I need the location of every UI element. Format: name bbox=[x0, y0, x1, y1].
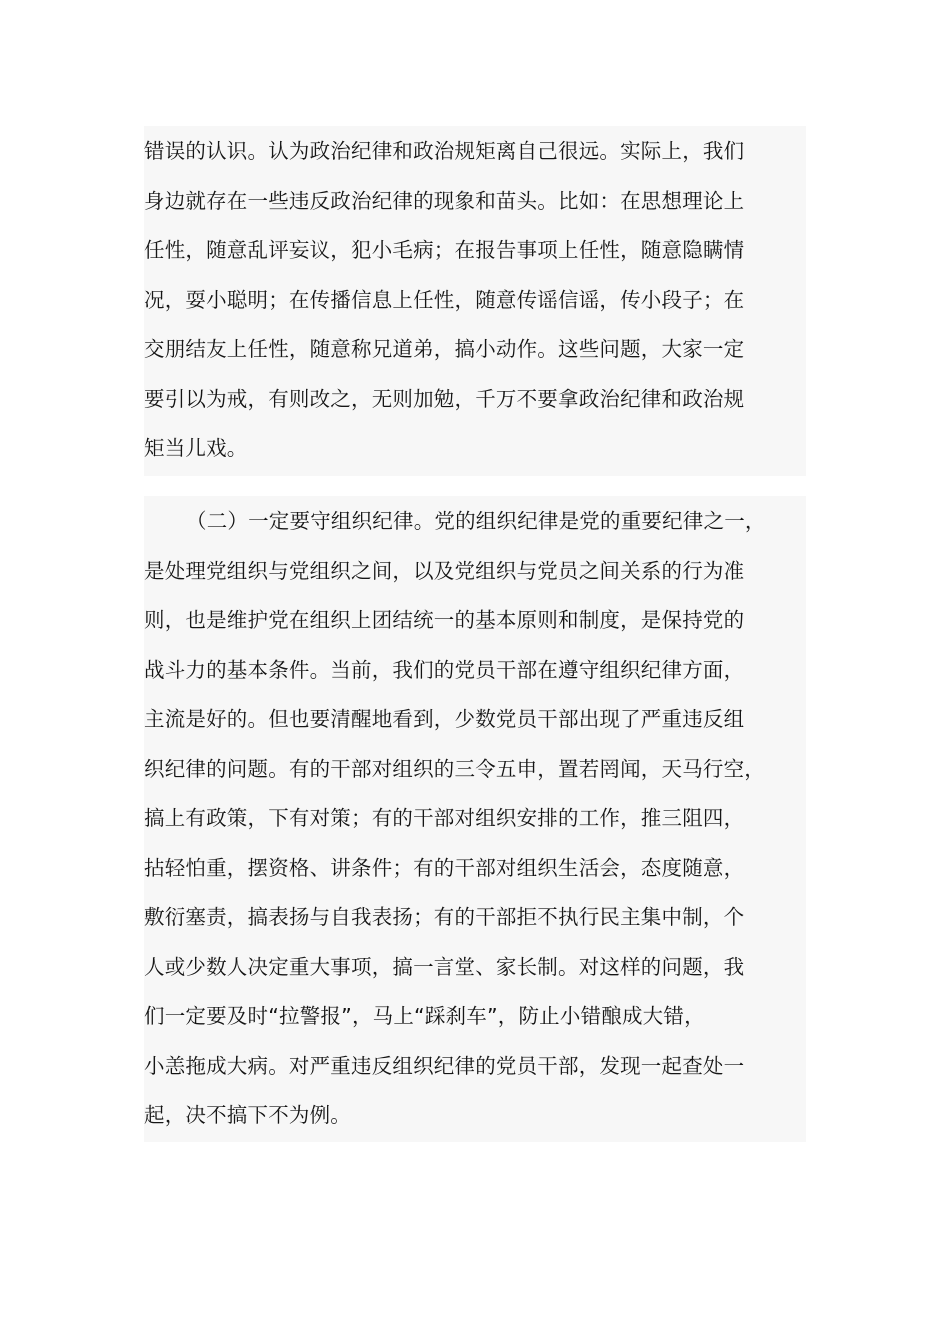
text-line: 主流是好的。但也要清醒地看到，少数党员干部出现了严重违反组 bbox=[144, 707, 745, 731]
text-line: 要引以为戒，有则改之，无则加勉，千万不要拿政治纪律和政治规 bbox=[144, 386, 745, 411]
text-line: 交朋结友上任性，随意称兄道弟，搞小动作。这些问题，大家一定 bbox=[144, 337, 745, 361]
text-line: 错误的认识。认为政治纪律和政治规矩离自己很远。实际上，我们 bbox=[144, 139, 745, 163]
text-line: （二）一定要守组织纪律。党的组织纪律是党的重要纪律之一， bbox=[186, 509, 766, 533]
paragraph-organizational-discipline bbox=[144, 496, 806, 1142]
text-line: 小恙拖成大病。对严重违反组织纪律的党员干部，发现一起查处一 bbox=[144, 1053, 745, 1078]
text-line: 们一定要及时“拉警报”，马上“踩刹车”，防止小错酿成大错， bbox=[144, 1004, 705, 1028]
text-line: 任性，随意乱评妄议，犯小毛病；在报告事项上任性，随意隐瞒情 bbox=[144, 238, 745, 262]
text-line: 矩当儿戏。 bbox=[144, 436, 248, 460]
text-line: 起，决不搞下不为例。 bbox=[144, 1103, 351, 1127]
text-line: 则，也是维护党在组织上团结统一的基本原则和制度，是保持党的 bbox=[144, 608, 745, 632]
text-line: 况，耍小聪明；在传播信息上任性，随意传谣信谣，传小段子；在 bbox=[144, 287, 745, 312]
text-line: 搞上有政策，下有对策；有的干部对组织安排的工作，推三阻四， bbox=[144, 806, 745, 830]
text-line: 身边就存在一些违反政治纪律的现象和苗头。比如：在思想理论上 bbox=[144, 188, 745, 213]
paragraph-political-discipline bbox=[144, 126, 806, 476]
text-line: 拈轻怕重，摆资格、讲条件；有的干部对组织生活会，态度随意， bbox=[144, 855, 745, 880]
text-line: 战斗力的基本条件。当前，我们的党员干部在遵守组织纪律方面， bbox=[144, 657, 745, 682]
text-line: 人或少数人决定重大事项，搞一言堂、家长制。对这样的问题，我 bbox=[144, 954, 745, 979]
text-line: 敷衍塞责，搞表扬与自我表扬；有的干部拒不执行民主集中制，个 bbox=[144, 905, 745, 929]
text-line: 是处理党组织与党组织之间，以及党组织与党员之间关系的行为准 bbox=[144, 558, 745, 583]
text-line: 织纪律的问题。有的干部对组织的三令五申，置若罔闻，天马行空， bbox=[144, 756, 765, 781]
